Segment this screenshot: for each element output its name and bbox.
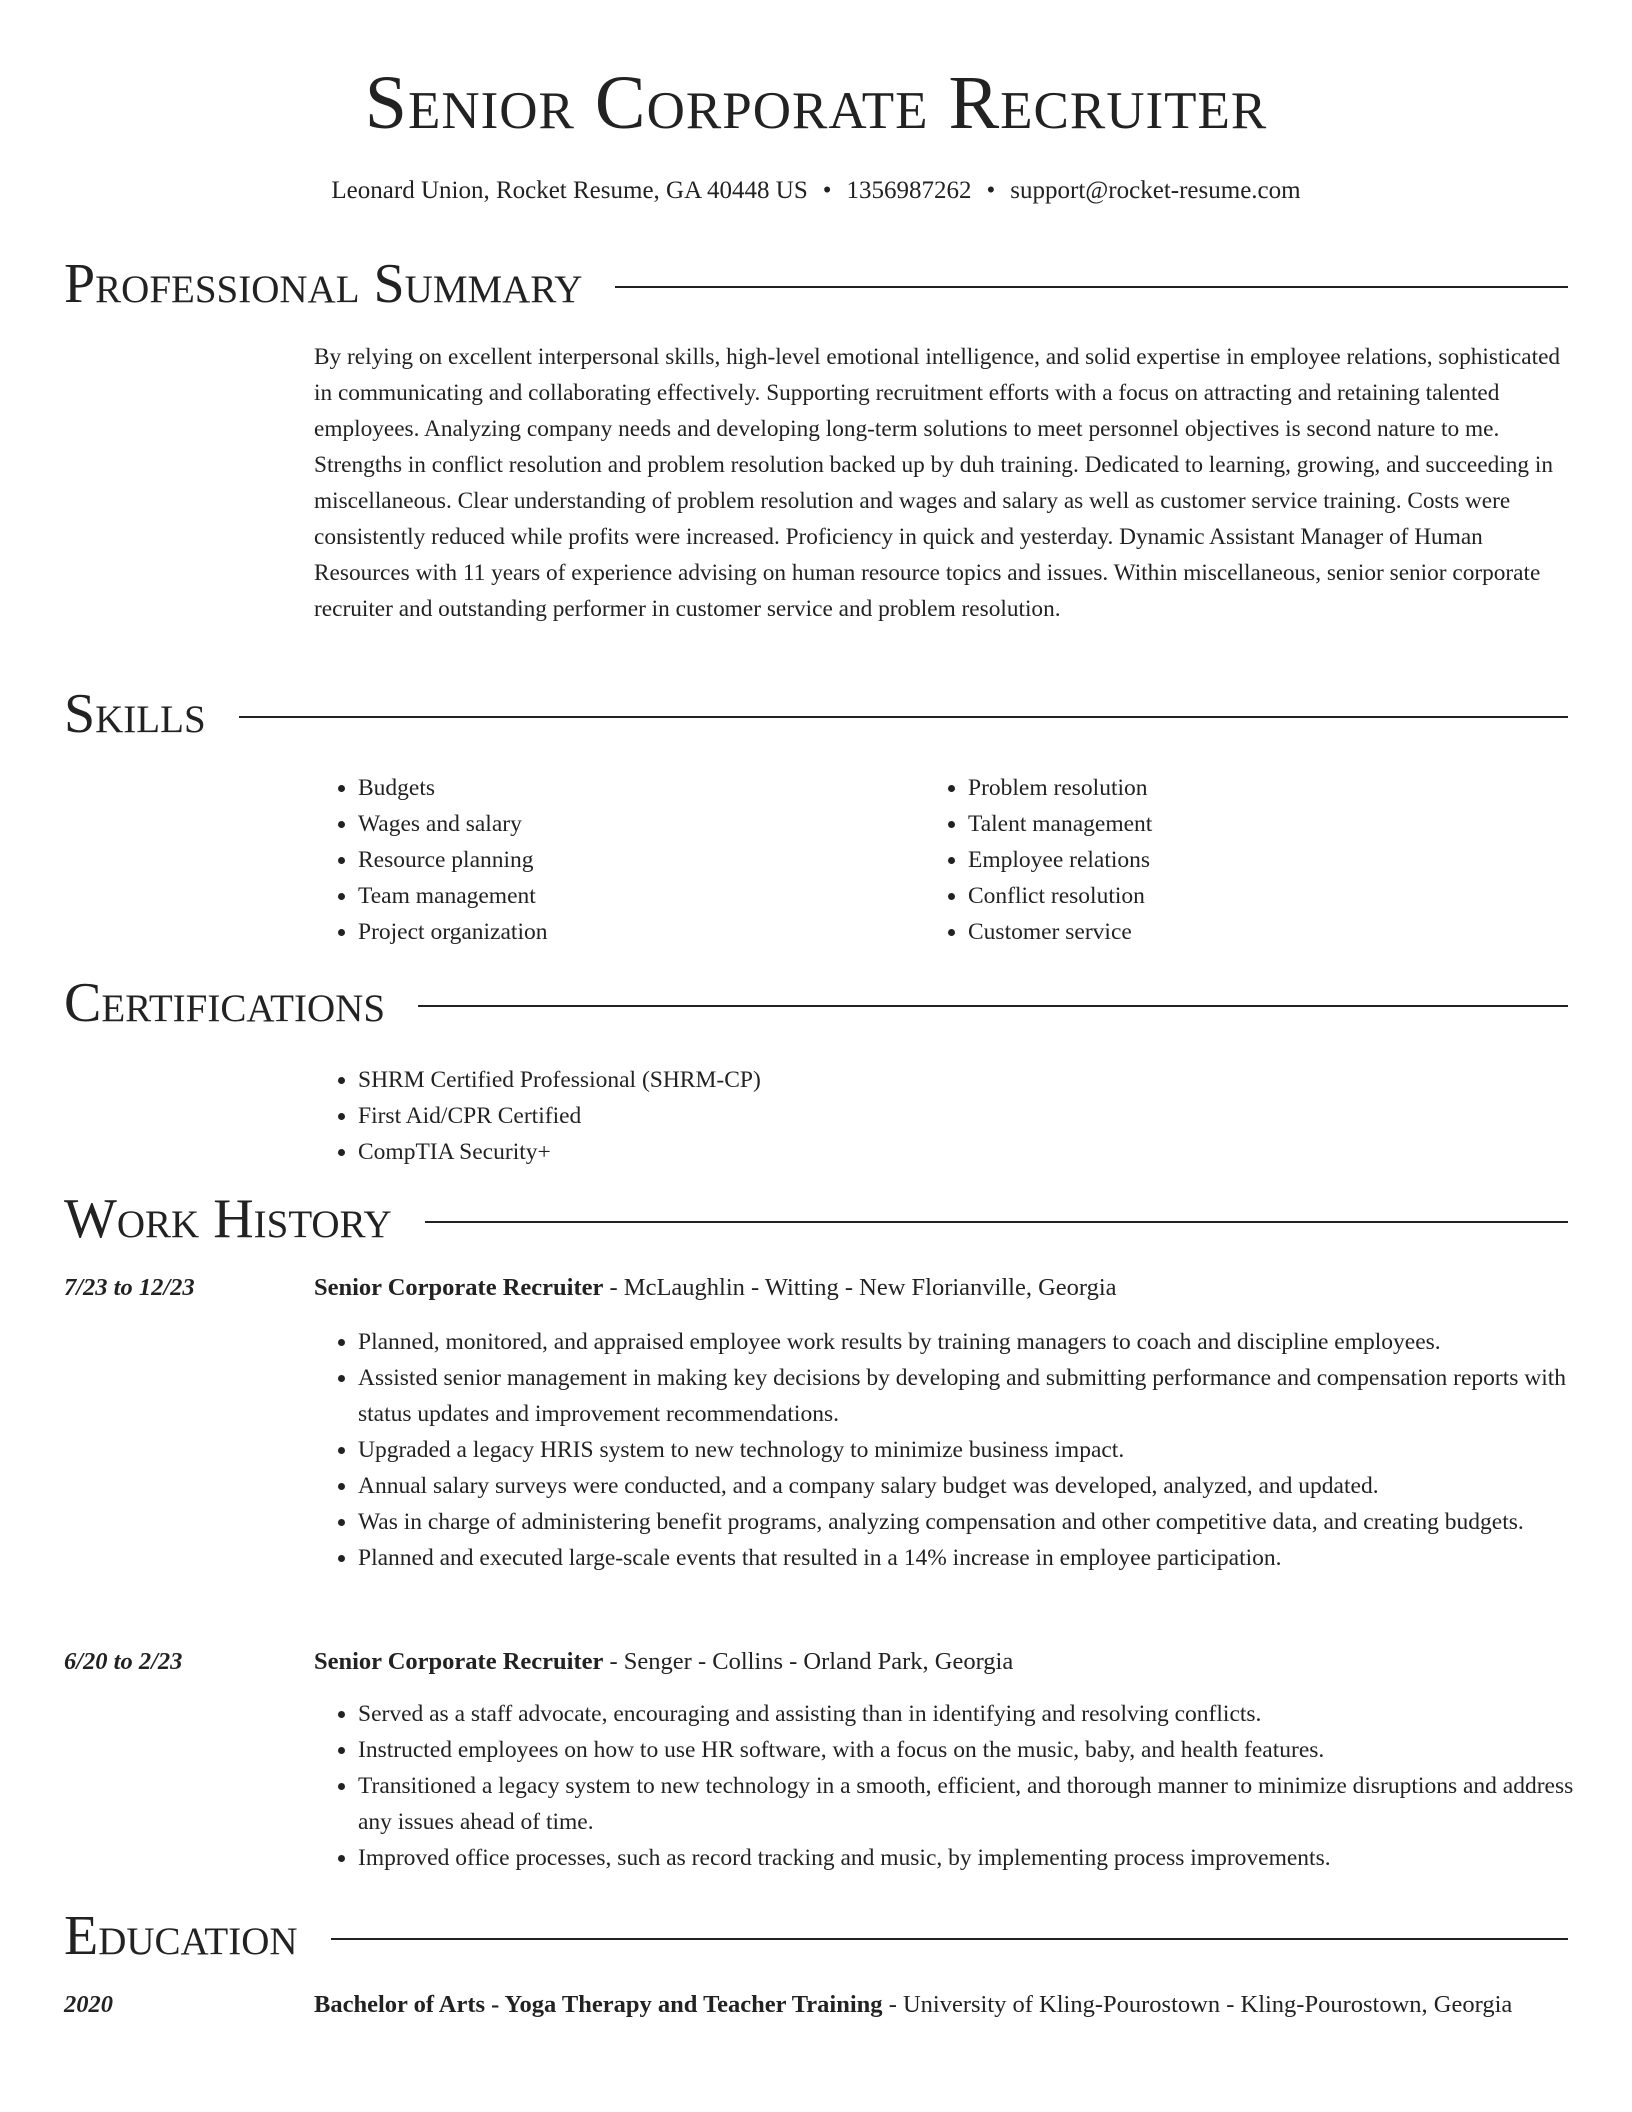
skill-item: • Customer service — [968, 914, 1152, 950]
skill-item: • Employee relations — [968, 842, 1152, 878]
skill-item: • Wages and salary — [358, 806, 547, 842]
section-skills-heading: Skills — [64, 683, 206, 745]
job-heading — [314, 1270, 1576, 1306]
skill-item: • Resource planning — [358, 842, 547, 878]
section-divider — [615, 286, 1568, 288]
section-certifications-heading: Certifications — [64, 972, 386, 1034]
job-title: Senior Corporate Recruiter — [314, 1648, 604, 1675]
contact-line — [0, 175, 1632, 207]
job-bullet: • Instructed employees on how to use HR software, with a focus on the music, baby, and health features. — [358, 1732, 1576, 1768]
resume-title: Senior Corporate Recruiter — [364, 61, 1268, 145]
job-employer: - Senger - Collins - Orland Park, Georgia — [603, 1648, 1014, 1675]
contact-separator: • — [986, 177, 996, 204]
certification-item: • CompTIA Security+ — [358, 1134, 761, 1170]
certifications-list — [314, 1062, 761, 1170]
contact-address: Leonard Union, Rocket Resume, GA 40448 US — [331, 177, 808, 204]
job-employer: - McLaughlin - Witting - New Florianville, Georgia — [603, 1274, 1117, 1301]
section-divider — [331, 1938, 1568, 1940]
skill-item: • Problem resolution — [968, 770, 1152, 806]
skills-column-left — [314, 770, 547, 950]
job-bullet: • Was in charge of administering benefit programs, analyzing compensation and other competitive data, and creating budgets. — [358, 1504, 1576, 1540]
section-work-header — [64, 1187, 1568, 1251]
job-heading — [314, 1644, 1576, 1680]
education-entry — [314, 1987, 1576, 2023]
section-summary-header — [64, 252, 1568, 316]
skill-item: • Team management — [358, 878, 547, 914]
certification-item: • SHRM Certified Professional (SHRM-CP) — [358, 1062, 761, 1098]
job-bullet: • Annual salary surveys were conducted, and a company salary budget was developed, analyzed, and updated. — [358, 1468, 1576, 1504]
section-work-heading: Work History — [64, 1188, 392, 1250]
education-year: 2020 — [64, 1991, 113, 2018]
job-bullet: • Served as a staff advocate, encouraging and assisting than in identifying and resolving conflicts. — [358, 1696, 1576, 1732]
job-bullets — [314, 1324, 1576, 1576]
job-bullet: • Upgraded a legacy HRIS system to new technology to minimize business impact. — [358, 1432, 1576, 1468]
contact-email[interactable]: support@rocket-resume.com — [1010, 177, 1301, 204]
section-skills-header — [64, 682, 1568, 746]
skill-item: • Budgets — [358, 770, 547, 806]
section-divider — [418, 1005, 1568, 1007]
section-education-heading: Education — [64, 1905, 298, 1967]
skills-column-right — [924, 770, 1152, 950]
job-dates: 6/20 to 2/23 — [64, 1648, 183, 1675]
section-divider — [425, 1221, 1568, 1223]
contact-phone: 1356987262 — [846, 177, 972, 204]
skill-item: • Project organization — [358, 914, 547, 950]
job-bullets — [314, 1696, 1576, 1876]
education-school: - University of Kling-Pourostown - Kling-Pourostown, Georgia — [882, 1991, 1513, 2018]
contact-separator: • — [822, 177, 832, 204]
job-bullet: • Planned, monitored, and appraised employee work results by training managers to coach and discipline employees. — [358, 1324, 1576, 1360]
certification-item: • First Aid/CPR Certified — [358, 1098, 761, 1134]
section-certifications-header — [64, 971, 1568, 1035]
skill-item: • Talent management — [968, 806, 1152, 842]
job-bullet: • Assisted senior management in making key decisions by developing and submitting performance and compensation reports with status updates and improvement recommendations. — [358, 1360, 1576, 1432]
job-title: Senior Corporate Recruiter — [314, 1274, 604, 1301]
education-degree: Bachelor of Arts - Yoga Therapy and Teacher Training — [314, 1991, 883, 2018]
skill-item: • Conflict resolution — [968, 878, 1152, 914]
job-dates: 7/23 to 12/23 — [64, 1274, 195, 1301]
summary-text: By relying on excellent interpersonal skills, high-level emotional intelligence, and solid expertise in employee relations, sophisticated in communicating and collaborating effectively. Supporting recruitment efforts with a focus on attracting and retaining talented employees. Analyzing company needs and developing long-term solutions to meet personnel objectives is second nature to me. Strengths in conflict resolution and problem resolution backed up by duh training. Dedicated to learning, growing, and succeeding in miscellaneous. Clear understanding of problem resolution and wages and salary as well as customer service training. Costs were consistently reduced while profits were increased. Proficiency in quick and yesterday. Dynamic Assistant Manager of Human Resources with 11 years of experience advising on human resource topics and issues. Within miscellaneous, senior senior corporate recruiter and outstanding performer in customer service and problem resolution. — [314, 344, 1561, 622]
job-bullet: • Planned and executed large-scale events that resulted in a 14% increase in employee participation. — [358, 1540, 1576, 1576]
section-education-header — [64, 1904, 1568, 1968]
section-summary-heading: Professional Summary — [64, 253, 583, 315]
section-divider — [239, 716, 1568, 718]
job-bullet: • Improved office processes, such as record tracking and music, by implementing process improvements. — [358, 1840, 1576, 1876]
job-bullet: • Transitioned a legacy system to new technology in a smooth, efficient, and thorough manner to minimize disruptions and address any issues ahead of time. — [358, 1768, 1576, 1840]
